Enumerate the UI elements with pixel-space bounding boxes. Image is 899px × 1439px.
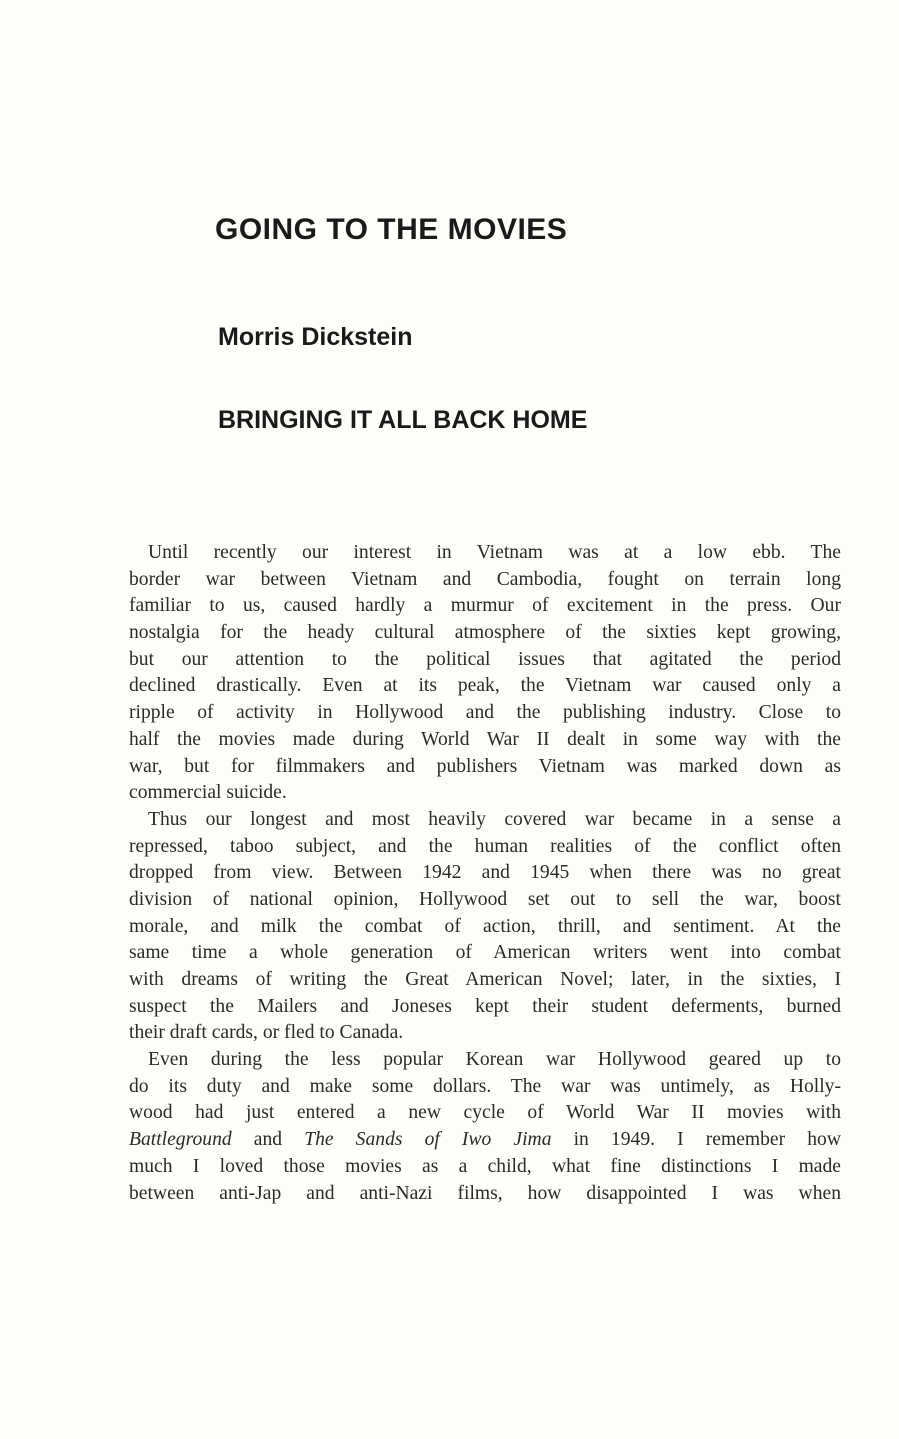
text-line: between anti-Jap and anti-Nazi films, how disappointed I was when [129, 1182, 841, 1204]
paragraph-1 [129, 540, 841, 807]
text-line: with dreams of writing the Great American Novel; later, in the sixties, I [129, 969, 841, 990]
text-line: commercial suicide. [129, 782, 287, 804]
text-line: Until recently our interest in Vietnam was at a low ebb. The [148, 542, 841, 563]
text-line: ripple of activity in Hollywood and the publishing industry. Close to [129, 702, 841, 724]
chapter-title: GOING TO THE MOVIES [215, 213, 568, 246]
paragraph-2 [129, 807, 841, 1047]
text-line: declined drastically. Even at its peak, the Vietnam war caused only a [129, 675, 841, 697]
text-line-with-titles [129, 1127, 841, 1154]
text-line: same time a whole generation of American writers went into combat [129, 942, 841, 964]
section-title: BRINGING IT ALL BACK HOME [218, 406, 588, 434]
body-text [129, 540, 841, 1207]
text-line: suspect the Mailers and Joneses kept their student deferments, burned [129, 995, 841, 1017]
text-line: morale, and milk the combat of action, thrill, and sentiment. At the [129, 915, 841, 937]
text-line: Thus our longest and most heavily covered war became in a sense a [148, 808, 841, 830]
text-line: war, but for filmmakers and publishers Vietnam was marked down as [129, 755, 841, 777]
text-line: half the movies made during World War II dealt in some way with the [129, 728, 841, 750]
text-line: but our attention to the political issues that agitated the period [129, 648, 841, 670]
text-line: nostalgia for the heady cultural atmosphere of the sixties kept growing, [129, 622, 841, 644]
text-line: familiar to us, caused hardly a murmur of excitement in the press. Our [129, 595, 841, 617]
author-name: Morris Dickstein [218, 323, 413, 351]
text-line: border war between Vietnam and Cambodia, fought on terrain long [129, 568, 841, 590]
paragraph-3 [129, 1047, 841, 1207]
text-line: wood had just entered a new cycle of World War II movies with [129, 1102, 841, 1124]
text-line: much I loved those movies as a child, what fine distinctions I made [129, 1155, 841, 1177]
text-line: dropped from view. Between 1942 and 1945 when there was no great [129, 862, 841, 884]
conjunction: and [231, 1129, 305, 1151]
text-line: do its duty and make some dollars. The war was untimely, as Holly- [129, 1075, 841, 1097]
film-title-sands-of-iwo-jima: The Sands of Iwo Jima [304, 1129, 552, 1151]
text-line: their draft cards, or fled to Canada. [129, 1022, 404, 1044]
film-title-battleground: Battleground [129, 1129, 232, 1151]
text-line: Even during the less popular Korean war Hollywood geared up to [148, 1049, 841, 1071]
text-line: division of national opinion, Hollywood set out to sell the war, boost [129, 888, 841, 910]
text-line: repressed, taboo subject, and the human realities of the conflict often [129, 835, 841, 857]
line-remainder: in 1949. I remember how [551, 1129, 841, 1151]
